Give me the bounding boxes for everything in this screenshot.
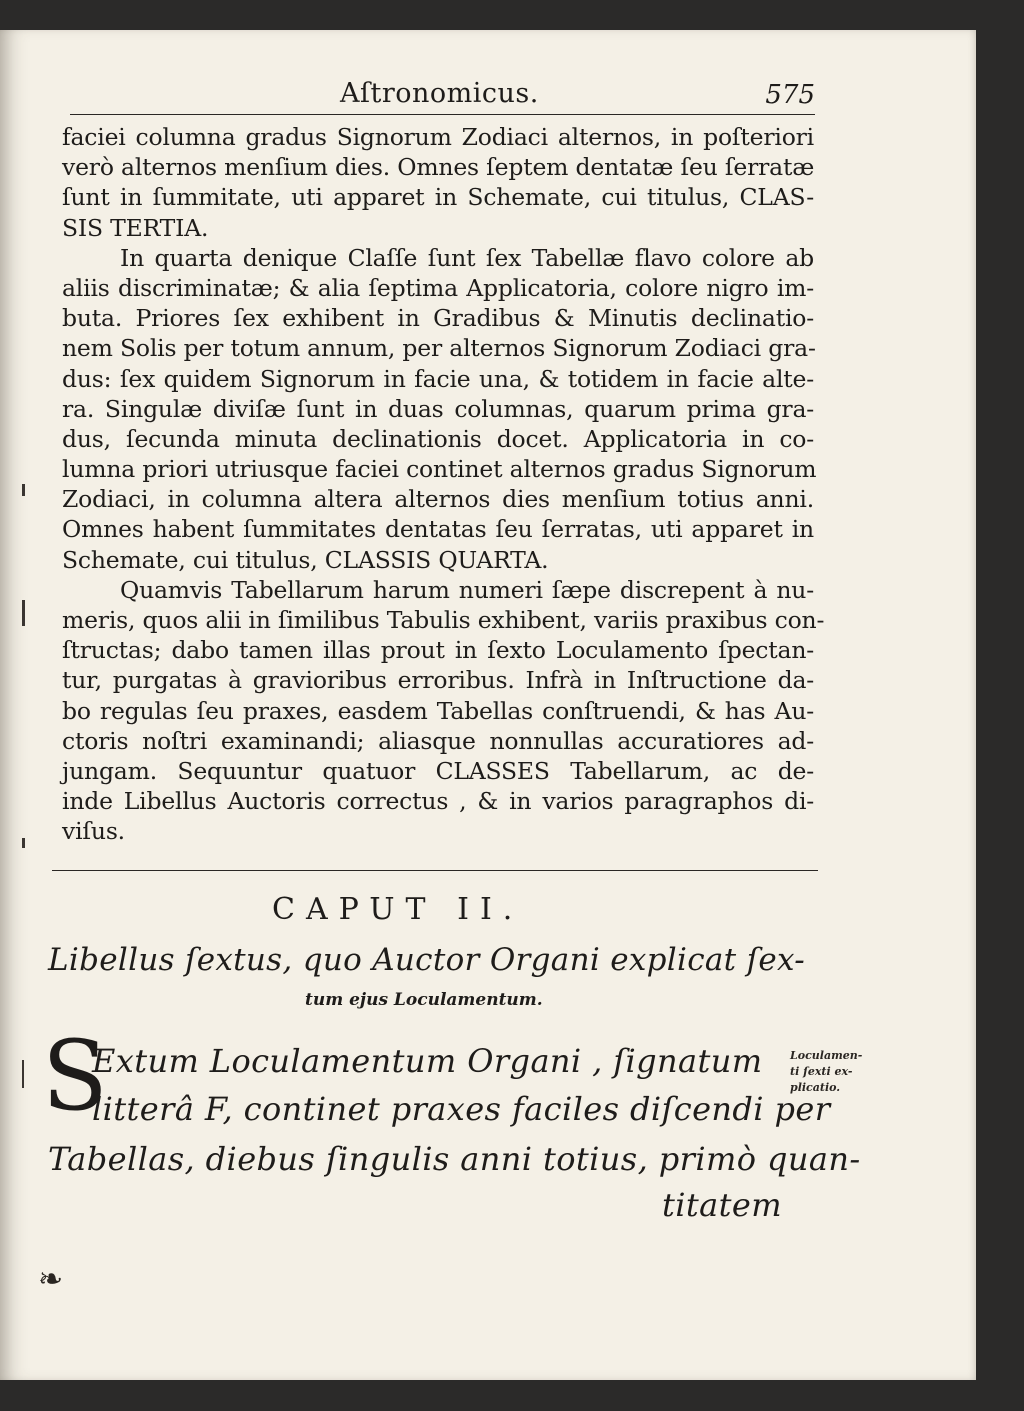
running-title: Aſtronomicus. (340, 78, 539, 109)
text-line: meris, quos alii in ſimilibus Tabulis exhibent, variis praxibus con- (62, 606, 825, 634)
fleuron-ornament-icon: ❧ (38, 1262, 64, 1297)
margin-note-line: ti ſexti ex- (790, 1065, 853, 1078)
text-line: verò alternos menſium dies. Omnes ſeptem dentatæ ſeu ſerratæ (62, 153, 815, 182)
text-line: viſus. (62, 817, 125, 846)
chapter-heading-text: CAPUT II. (272, 892, 524, 927)
chapter-subtitle: Libellus ſextus, quo Auctor Organi explicat ſex- (48, 942, 806, 978)
margin-note-line: plicatio. (790, 1081, 841, 1094)
text-line: bo regulas ſeu praxes, easdem Tabellas conſtruendi, & has Au- (62, 696, 814, 725)
text-line: inde Libellus Auctoris correctus , & in varios paragraphos di- (62, 787, 814, 816)
text-line: SIS TERTIA. (62, 213, 209, 242)
margin-mark (22, 1060, 24, 1088)
text-line: tur, purgatas à gravioribus erroribus. Infrà in Inſtructione da- (62, 666, 814, 695)
text-line: dus: ſex quidem Signorum in facie una, & totidem in facie alte- (62, 364, 814, 393)
text-line: Schemate, cui titulus, CLASSIS QUARTA. (62, 545, 549, 574)
running-head (70, 78, 815, 115)
opening-line: litterâ F, continet praxes faciles diſcendi per (92, 1090, 831, 1128)
text-line: buta. Priores ſex exhibent in Gradibus & Minutis declinatio- (62, 304, 814, 333)
text-line: Quamvis Tabellarum harum numeri ſæpe discrepent à nu- (120, 575, 814, 604)
page-number: 575 (765, 80, 815, 110)
text-line: jungam. Sequuntur quatuor CLASSES Tabellarum, ac de- (62, 756, 814, 785)
chapter-subtitle-continued: tum ejus Loculamentum. (305, 990, 543, 1010)
text-line: ctoris noſtri examinandi; aliasque nonnullas accuratiores ad- (62, 726, 814, 755)
margin-note-line: Loculamen- (790, 1049, 863, 1062)
text-line: ſunt in ſummitate, uti apparet in Schemate, cui titulus, CLAS- (62, 183, 814, 212)
text-line: Zodiaci, in columna altera alternos dies menſium totius anni. (62, 485, 814, 514)
body-text (62, 122, 825, 847)
margin-note (790, 1048, 862, 1096)
text-line: dus, ſecunda minuta declinationis docet. Applicatoria in co- (62, 424, 814, 453)
opening-line: Extum Loculamentum Organi , ſignatum (92, 1042, 763, 1080)
margin-mark (22, 600, 25, 626)
text-line: faciei columna gradus Signorum Zodiaci alternos, in poſteriori (62, 123, 814, 151)
margin-mark (22, 484, 25, 496)
book-page (0, 30, 976, 1380)
text-line: Omnes habent ſummitates dentatas ſeu ſerratas, uti apparet in (62, 515, 814, 544)
text-line: ſtructas; dabo tamen illas prout in ſexto Loculamento ſpectan- (62, 636, 814, 665)
text-line: aliis discriminatæ; & alia ſeptima Applicatoria, colore nigro im- (62, 273, 814, 302)
text-line: ra. Singulæ diviſæ ſunt in duas columnas, quarum prima gra- (62, 394, 814, 423)
text-line: nem Solis per totum annum, per alternos Signorum Zodiaci gra- (62, 334, 816, 363)
catchword: titatem (662, 1186, 782, 1224)
text-line: lumna priori utriusque faciei continet alternos gradus Signorum (62, 455, 817, 484)
drop-cap: S (42, 1020, 108, 1132)
margin-mark (22, 838, 25, 848)
text-line: In quarta denique Claſſe ſunt ſex Tabellæ flavo colore ab (120, 243, 814, 272)
section-divider (52, 870, 818, 871)
opening-line: Tabellas, diebus ſingulis anni totius, primò quan- (48, 1140, 861, 1178)
